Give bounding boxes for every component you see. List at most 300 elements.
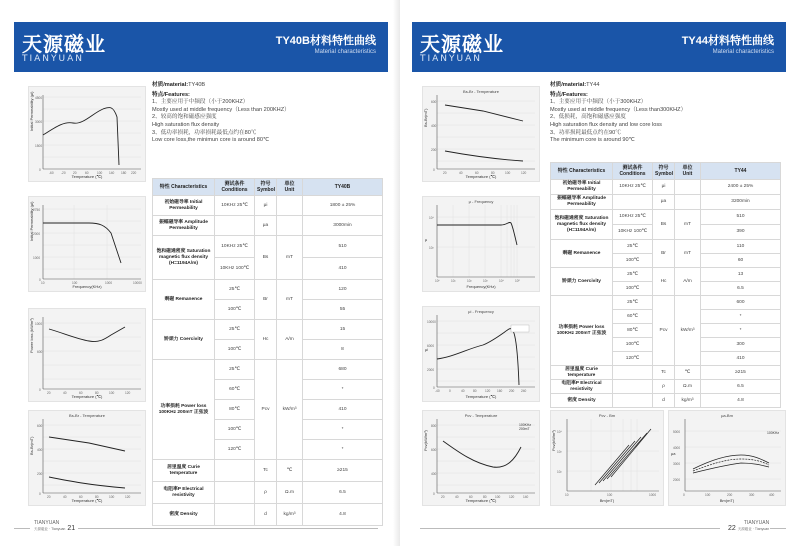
cell: kW/m³ — [675, 296, 701, 366]
cell: Br — [255, 280, 277, 320]
curve-pcv — [443, 441, 521, 467]
cell: 100℃ — [613, 338, 653, 352]
svg-text:100: 100 — [505, 171, 511, 175]
cell: 10KHz 25℃ — [215, 196, 255, 216]
cell: 60 — [701, 254, 781, 268]
cell: 功率损耗 Power loss 100KHz 200mT 正弦波 — [551, 296, 613, 366]
svg-text:0: 0 — [433, 386, 435, 390]
material-label: 材质/material: — [550, 82, 587, 88]
footer-brand: TIANYUAN — [34, 520, 60, 526]
page-subtitle: Material characteristics — [314, 49, 376, 55]
cell: 510 — [701, 210, 781, 225]
svg-text:400: 400 — [431, 124, 437, 128]
cell: 矫顽力 Coercivity — [153, 320, 215, 360]
cell — [277, 216, 303, 236]
svg-text:6000: 6000 — [427, 344, 435, 348]
cell: 初始磁导率 Initial Permeability — [153, 196, 215, 216]
curve-br — [49, 477, 125, 488]
svg-text:1000: 1000 — [649, 493, 657, 497]
svg-text:20: 20 — [441, 495, 445, 499]
cell: 6.5 — [701, 282, 781, 296]
svg-text:60: 60 — [79, 495, 83, 499]
svg-text:60: 60 — [85, 171, 89, 175]
svg-text:10²: 10² — [467, 279, 472, 283]
cell: 100℃ — [613, 254, 653, 268]
svg-text:10⁵: 10⁵ — [515, 279, 520, 283]
x-axis-label: Temperature (℃) — [71, 498, 103, 503]
spec-table — [550, 162, 781, 408]
cell — [675, 180, 701, 195]
cell: ≥215 — [701, 366, 781, 380]
cell: Tc — [653, 366, 675, 380]
svg-text:40: 40 — [459, 171, 463, 175]
footer-sub: 天源磁业 · Tianyuan — [737, 527, 770, 531]
svg-text:4000: 4000 — [673, 446, 681, 450]
cell: mT — [675, 210, 701, 240]
feature-line: High saturation flux density and low core loss — [550, 121, 662, 128]
svg-text:200: 200 — [727, 493, 733, 497]
svg-text:0: 0 — [39, 278, 41, 282]
y-axis-label: Power loss (kW/m³) — [29, 318, 34, 353]
curve-line — [43, 107, 119, 165]
cell: ρ — [255, 482, 277, 504]
cell: 居里温度 Curie temperature — [153, 460, 215, 482]
chart-title: Bs-Br - Temperature — [463, 89, 499, 94]
curve-line — [49, 327, 125, 342]
footer-line — [14, 528, 30, 529]
svg-text:60: 60 — [475, 171, 479, 175]
cell: μa — [653, 195, 675, 210]
cell: ℃ — [675, 366, 701, 380]
chart-permeability-frequency — [28, 196, 146, 292]
svg-text:10⁴: 10⁴ — [557, 430, 562, 434]
svg-text:-60: -60 — [49, 171, 54, 175]
brand-logo — [22, 34, 112, 64]
cell: A/m — [675, 268, 701, 296]
cell: 60℃ — [613, 310, 653, 324]
cell: 410 — [303, 400, 383, 420]
svg-text:140: 140 — [523, 495, 529, 499]
page-subtitle: Material characteristics — [712, 49, 774, 55]
curve-group — [693, 455, 769, 473]
x-axis-label: Temperature (℃) — [465, 174, 497, 179]
cell: 510 — [303, 236, 383, 258]
page-right — [400, 0, 800, 546]
svg-text:10000: 10000 — [427, 320, 436, 324]
th-unit: 单位 Unit — [277, 179, 303, 196]
svg-text:-40: -40 — [435, 389, 440, 393]
cell — [613, 366, 653, 380]
svg-text:4500: 4500 — [35, 96, 43, 100]
cell: 密度 Density — [153, 504, 215, 526]
cell: 25℃ — [215, 320, 255, 340]
feature-line: 1、主要应用于中频段（小于200KHZ） — [152, 99, 249, 106]
x-axis-label: Frequency(KHz) — [72, 284, 102, 289]
cell: 10KHz 25℃ — [215, 236, 255, 258]
footer-line — [420, 528, 720, 529]
svg-text:20: 20 — [47, 495, 51, 499]
chart-title: Bs-Br - Temperature — [69, 413, 105, 418]
svg-text:0: 0 — [433, 492, 435, 496]
svg-text:100: 100 — [97, 171, 103, 175]
cell: Ω.m — [675, 380, 701, 394]
cell: A/m — [277, 320, 303, 360]
svg-text:140: 140 — [109, 171, 115, 175]
cell: 振幅磁导率 Amplitude Permeability — [153, 216, 215, 236]
chart-svg — [669, 411, 787, 507]
svg-text:10000: 10000 — [133, 281, 142, 285]
footer-sub: 天源磁业 · Tianyuan — [34, 527, 66, 531]
svg-text:100: 100 — [495, 495, 501, 499]
chart-svg — [423, 197, 541, 293]
cell: 电阻率P Electrical resistivity — [153, 482, 215, 504]
cell: * — [701, 310, 781, 324]
cell: 25℃ — [215, 360, 255, 380]
cell — [675, 195, 701, 210]
svg-text:20: 20 — [47, 391, 51, 395]
cell: 10KHz 25℃ — [613, 180, 653, 195]
cell: d — [653, 394, 675, 408]
chart-svg — [29, 197, 147, 293]
logo-cn: 天源磁业 — [420, 32, 504, 56]
cell — [613, 394, 653, 408]
cell: Ω.m — [277, 482, 303, 504]
svg-text:600: 600 — [37, 350, 43, 354]
cell: 100℃ — [215, 300, 255, 320]
material-description — [550, 82, 785, 145]
chart-powerloss-temperature — [28, 308, 146, 402]
feature-line: Mostly used at middle frequency（Less than 200KHZ） — [152, 106, 290, 113]
cell: 100℃ — [215, 420, 255, 440]
cell — [215, 460, 255, 482]
svg-text:3000: 3000 — [673, 462, 681, 466]
chart-bsbr-temperature — [422, 86, 540, 182]
footer — [728, 520, 769, 532]
chart-pcv-temperature — [422, 410, 540, 506]
header-bar — [14, 22, 388, 72]
svg-text:600: 600 — [431, 448, 437, 452]
svg-text:600: 600 — [37, 424, 43, 428]
cell: * — [303, 440, 383, 460]
feature-line: 2、较高的饱和磁感应强度 — [152, 114, 217, 121]
svg-text:0: 0 — [449, 389, 451, 393]
x-axis-label: Temperature (℃) — [465, 498, 497, 503]
svg-text:80: 80 — [483, 495, 487, 499]
cell: 410 — [303, 258, 383, 280]
cell: 25℃ — [613, 268, 653, 282]
svg-text:1000: 1000 — [105, 281, 113, 285]
header-title — [682, 34, 774, 57]
y-axis-label: μi — [425, 347, 429, 352]
svg-text:100: 100 — [109, 495, 115, 499]
y-axis-label: Pcv(kW/m³) — [551, 430, 556, 451]
cell: 6.5 — [701, 380, 781, 394]
cell: 55 — [303, 300, 383, 320]
cell: 3000min — [303, 216, 383, 236]
svg-text:40: 40 — [455, 495, 459, 499]
cell: 10KHz 25℃ — [613, 210, 653, 225]
cell: 功率损耗 Power loss 100KHz 200mT 正弦波 — [153, 360, 215, 460]
svg-text:5000: 5000 — [673, 430, 681, 434]
curve-br — [445, 151, 523, 161]
cell: 4.8 — [303, 504, 383, 526]
header-bar — [412, 22, 786, 72]
cell: ℃ — [277, 460, 303, 482]
svg-text:20: 20 — [73, 171, 77, 175]
feature-line: 3、低功率损耗，功率损耗最低点约在80℃ — [152, 129, 257, 136]
x-axis-label: Temperature (℃) — [465, 394, 497, 399]
material-name: TY44 — [586, 82, 600, 88]
chart-title: Pcv - Bm — [598, 413, 616, 418]
cell: d — [255, 504, 277, 526]
svg-text:40: 40 — [461, 389, 465, 393]
chart-svg — [29, 411, 147, 507]
legend-label: 100KHz — [519, 423, 532, 427]
chart-svg — [29, 309, 147, 403]
chart-pcv-bm — [550, 410, 664, 506]
y-axis-label: Initial Permeability (μi) — [29, 91, 34, 131]
logo-en: TIANYUAN — [22, 54, 85, 64]
svg-text:600: 600 — [431, 100, 437, 104]
cell: ρ — [653, 380, 675, 394]
th-conditions: 测试条件 Conditions — [613, 163, 653, 180]
svg-text:400: 400 — [769, 493, 775, 497]
svg-text:80: 80 — [491, 171, 495, 175]
svg-text:10⁴: 10⁴ — [429, 216, 434, 220]
svg-text:1000: 1000 — [33, 256, 41, 260]
page-number: 22 — [728, 525, 736, 532]
cell: 饱和磁通密度 Saturation magnetic flux density (H=1194A/m) — [153, 236, 215, 280]
cell — [215, 504, 255, 526]
chart-mu-frequency — [422, 196, 540, 292]
chart-bsbr-temperature — [28, 410, 146, 506]
cell: ≥215 — [303, 460, 383, 482]
cell — [277, 196, 303, 216]
svg-text:800: 800 — [431, 424, 437, 428]
chart-title: μa-Bm — [721, 413, 733, 418]
cell: 80℃ — [613, 324, 653, 338]
svg-text:180: 180 — [121, 171, 127, 175]
feature-line: Low core loss,the minimun core is around 80℃ — [152, 137, 270, 144]
cell — [613, 195, 653, 210]
footer-line — [770, 528, 786, 529]
page-number: 21 — [67, 525, 76, 532]
svg-text:60: 60 — [79, 391, 83, 395]
svg-text:1000: 1000 — [35, 322, 43, 326]
svg-text:120: 120 — [125, 495, 131, 499]
th-material: TY40B — [303, 179, 383, 196]
material-label: 材质/material: — [152, 82, 189, 88]
chart-svg — [551, 411, 665, 507]
cell: 初始磁导率 Initial Permeability — [551, 180, 613, 195]
svg-text:10⁰: 10⁰ — [435, 279, 440, 283]
y-axis-label: Bs-Br(mT) — [29, 436, 34, 455]
chart-svg — [423, 87, 541, 183]
cell: 10KHz 100℃ — [613, 225, 653, 240]
svg-text:80: 80 — [95, 495, 99, 499]
svg-text:2000: 2000 — [33, 232, 41, 236]
cell: 60℃ — [215, 380, 255, 400]
svg-text:10: 10 — [41, 281, 45, 285]
cell: 80℃ — [215, 400, 255, 420]
material-description — [152, 82, 387, 145]
cell: * — [303, 380, 383, 400]
chart-title: Pcv - Temperature — [464, 413, 498, 418]
cell: * — [303, 420, 383, 440]
svg-text:1500: 1500 — [35, 144, 43, 148]
cell: μi — [255, 196, 277, 216]
cell: 120℃ — [215, 440, 255, 460]
th-characteristics: 特性 Characteristics — [153, 179, 215, 196]
cell: 矫顽力 Coercivity — [551, 268, 613, 296]
svg-text:120: 120 — [521, 171, 527, 175]
svg-text:0: 0 — [39, 168, 41, 172]
cell: Br — [653, 240, 675, 268]
feature-line: 3、功率损耗最低点约在90℃ — [550, 129, 621, 136]
svg-text:120: 120 — [125, 391, 131, 395]
features-label: 特点/Features: — [152, 91, 190, 98]
cell: 25℃ — [613, 296, 653, 310]
spec-table — [152, 178, 383, 526]
cell: Pcv — [255, 360, 277, 460]
svg-text:400: 400 — [431, 472, 437, 476]
legend-label: 100KHz — [767, 431, 780, 435]
svg-text:80: 80 — [473, 389, 477, 393]
logo-cn: 天源磁业 — [22, 32, 106, 56]
svg-text:10¹: 10¹ — [451, 279, 456, 283]
cell: 110 — [701, 240, 781, 254]
svg-text:0: 0 — [39, 492, 41, 496]
feature-line: High saturation flux density — [152, 121, 220, 128]
chart-mui-temperature — [422, 306, 540, 402]
chart-svg — [423, 307, 541, 403]
svg-text:60: 60 — [469, 495, 473, 499]
svg-text:120: 120 — [485, 389, 491, 393]
cell: Tc — [255, 460, 277, 482]
chart-legend — [519, 423, 531, 431]
cell: 10KHz 100℃ — [215, 258, 255, 280]
svg-text:240: 240 — [521, 389, 527, 393]
x-axis-label: Bm(mT) — [719, 498, 735, 503]
x-axis-label: Temperature (℃) — [71, 174, 103, 179]
cell: μa — [255, 216, 277, 236]
th-material: TY44 — [701, 163, 781, 180]
cell: 密度 Density — [551, 394, 613, 408]
th-conditions: 测试条件 Conditions — [215, 179, 255, 196]
svg-text:100: 100 — [705, 493, 711, 497]
features-label: 特点/Features: — [550, 91, 588, 98]
cell: 680 — [303, 360, 383, 380]
svg-text:10⁴: 10⁴ — [499, 279, 504, 283]
svg-text:-20: -20 — [61, 171, 66, 175]
legend-label: 200mT — [519, 427, 530, 431]
cell: 电阻率P Electrical resistivity — [551, 380, 613, 394]
cell: 25℃ — [215, 280, 255, 300]
svg-text:100: 100 — [72, 281, 78, 285]
cell: 振幅磁导率 Amplitude Permeability — [551, 195, 613, 210]
cell — [215, 216, 255, 236]
cell: Hc — [653, 268, 675, 296]
chart-mua-bm — [668, 410, 786, 506]
th-symbol: 符号 Symbol — [653, 163, 675, 180]
cell — [215, 482, 255, 504]
cell: Hc — [255, 320, 277, 360]
feature-line: 1、主要应用于中频段（小于300KHZ） — [550, 99, 647, 106]
svg-text:400: 400 — [37, 448, 43, 452]
legend-box — [511, 325, 529, 332]
svg-text:40: 40 — [63, 495, 67, 499]
svg-text:2000: 2000 — [427, 368, 435, 372]
cell: 120 — [303, 280, 383, 300]
chart-title: μi - Frequency — [468, 309, 494, 314]
cell: mT — [277, 236, 303, 280]
y-axis-label: Bs-Br(mT) — [423, 108, 428, 127]
cell: 剩磁 Remanence — [551, 240, 613, 268]
svg-text:300: 300 — [749, 493, 755, 497]
cell: 100℃ — [215, 340, 255, 360]
svg-text:100: 100 — [607, 493, 613, 497]
cell: 饱和磁通密度 Saturation magnetic flux density (H=1194A/m) — [551, 210, 613, 240]
cell: 8 — [303, 340, 383, 360]
svg-text:10: 10 — [565, 493, 569, 497]
cell: 6.5 — [303, 482, 383, 504]
svg-text:10³: 10³ — [483, 279, 488, 283]
chart-svg — [29, 87, 147, 183]
page-title: TY44材料特性曲线 — [681, 35, 774, 47]
cell: 390 — [701, 225, 781, 240]
cell: Bs — [255, 236, 277, 280]
cell: 剩磁 Remanence — [153, 280, 215, 320]
cell: Bs — [653, 210, 675, 240]
cell: 100℃ — [613, 282, 653, 296]
th-symbol: 符号 Symbol — [255, 179, 277, 196]
svg-text:200: 200 — [37, 472, 43, 476]
cell: 15 — [303, 320, 383, 340]
svg-text:2000: 2000 — [673, 478, 681, 482]
cell: kg/m³ — [675, 394, 701, 408]
svg-text:20: 20 — [443, 171, 447, 175]
cell: Pcv — [653, 296, 675, 366]
feature-line: The minimum core is around 90℃ — [550, 137, 635, 144]
svg-text:3000: 3000 — [35, 120, 43, 124]
logo-en: TIANYUAN — [420, 54, 483, 64]
svg-text:0: 0 — [433, 168, 435, 172]
cell: 25℃ — [613, 240, 653, 254]
svg-text:220: 220 — [131, 171, 137, 175]
x-axis-label: Bm(mT) — [599, 498, 615, 503]
svg-text:120: 120 — [509, 495, 515, 499]
cell: 120℃ — [613, 352, 653, 366]
y-axis-label: μa — [671, 451, 676, 456]
cell: mT — [675, 240, 701, 268]
brand-logo — [420, 34, 510, 64]
svg-text:10³: 10³ — [429, 246, 434, 250]
cell — [613, 380, 653, 394]
svg-text:100: 100 — [109, 391, 115, 395]
y-axis-label: Initial Permeability (μi) — [29, 201, 34, 241]
th-characteristics: 特性 Characteristics — [551, 163, 613, 180]
cell: 1800 ± 25% — [303, 196, 383, 216]
curve-mu — [437, 222, 517, 245]
svg-text:80: 80 — [95, 391, 99, 395]
svg-text:200: 200 — [509, 389, 515, 393]
cell: * — [701, 324, 781, 338]
svg-text:10²: 10² — [557, 470, 562, 474]
header-title — [276, 34, 376, 57]
svg-text:0: 0 — [39, 388, 41, 392]
svg-text:10³: 10³ — [557, 450, 562, 454]
cell: μi — [653, 180, 675, 195]
